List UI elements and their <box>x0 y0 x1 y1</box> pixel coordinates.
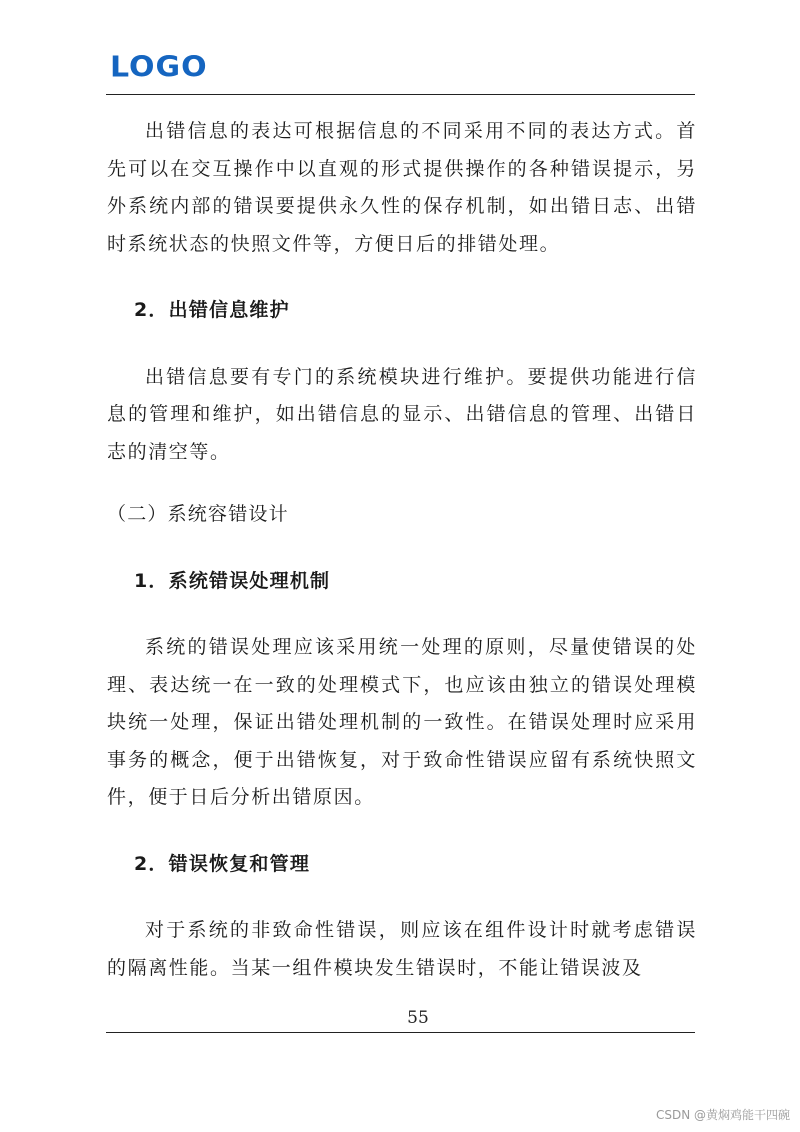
logo: LOGO <box>110 50 208 85</box>
document-body <box>107 113 697 987</box>
heading-error-info-maintenance: 2．出错信息维护 <box>134 299 290 321</box>
heading-error-recovery: 2．错误恢复和管理 <box>134 852 311 875</box>
paragraph-error-info-maintenance: 出错信息要有专门的系统模块进行维护。要提供功能进行信息的管理和维护，如出错信息的显示、出错信息的管理、出错日志的清空等。 <box>107 365 697 463</box>
header-rule <box>106 94 695 95</box>
paragraph-error-recovery: 对于系统的非致命性错误，则应该在组件设计时就考虑错误的隔离性能。当某一组件模块发生错误时，不能让错误波及 <box>107 919 697 979</box>
section-title-fault-tolerance: （二）系统容错设计 <box>107 503 289 525</box>
paragraph-error-handling-mechanism: 系统的错误处理应该采用统一处理的原则，尽量使错误的处理、表达统一在一致的处理模式下，也应该由独立的错误处理模块统一处理，保证出错处理机制的一致性。在错误处理时应采用事务的概念，便于出错恢复，对于致命性错误应留有系统快照文件，便于日后分析出错原因。 <box>107 636 697 808</box>
footer-rule <box>106 1032 695 1033</box>
heading-error-handling-mechanism: 1．系统错误处理机制 <box>134 569 331 592</box>
paragraph-error-expression: 出错信息的表达可根据信息的不同采用不同的表达方式。首先可以在交互操作中以直观的形式提供操作的各种错误提示，另外系统内部的错误要提供永久性的保存机制，如出错日志、出错时系统状态的快照文件等，方便日后的排错处理。 <box>107 120 697 255</box>
watermark: CSDN @黄焖鸡能干四碗 <box>655 1108 790 1122</box>
page-number: 55 <box>407 1008 429 1028</box>
